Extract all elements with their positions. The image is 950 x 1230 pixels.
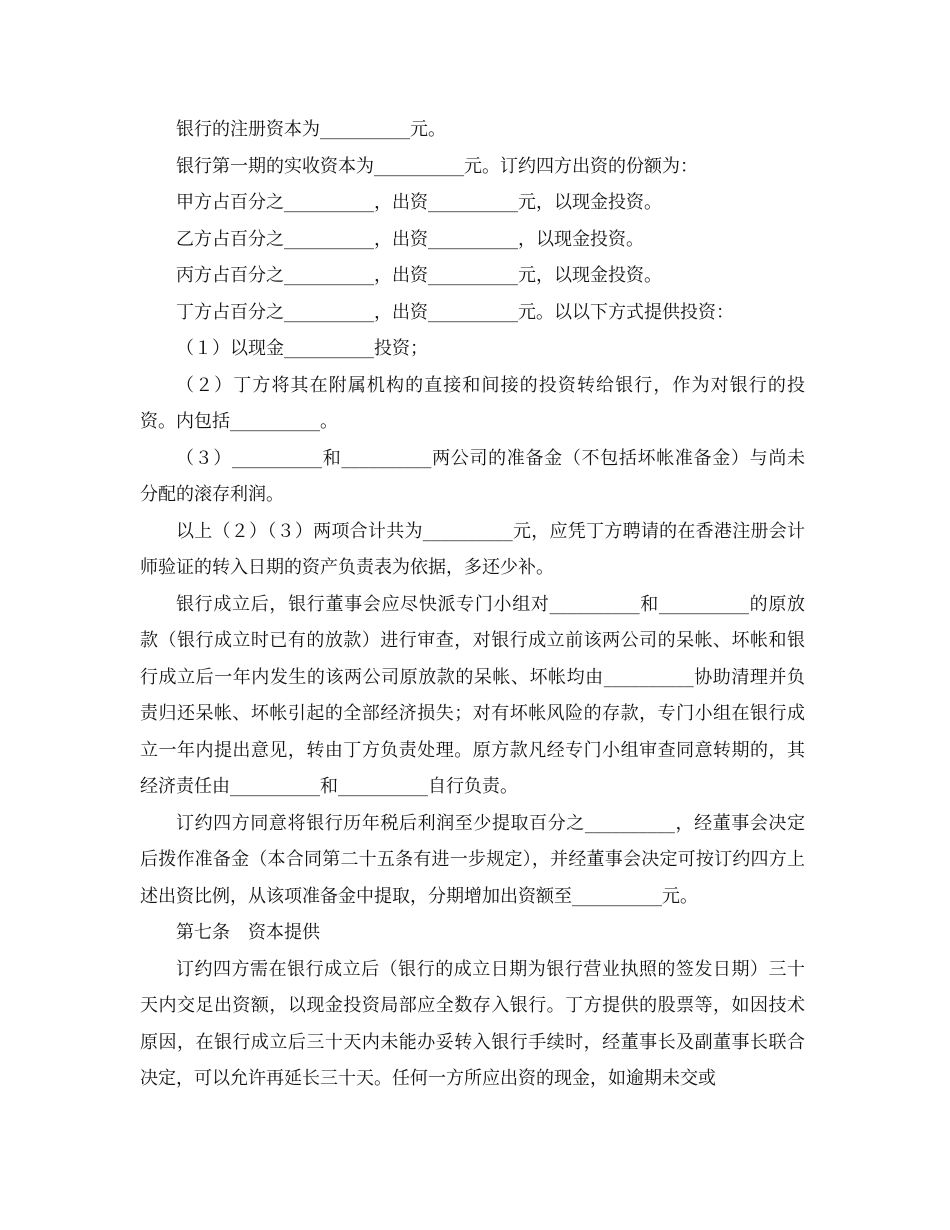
paragraph-party-b-share: 乙方占百分之__________，出资__________，以现金投资。 — [176, 228, 644, 250]
paragraph-registered-capital: 银行的注册资本为__________元。 — [176, 119, 446, 140]
document-body — [140, 112, 805, 1098]
paragraph-item-3-reserves: （３）__________和__________两公司的准备金（不包括坏帐准备金）与尚未分配的滚存利润。 — [140, 447, 805, 505]
paragraph-profit-reserve: 订约四方同意将银行历年税后利润至少提取百分之__________，经董事会决定后拨作准备金（本合同第二十五条有进一步规定），并经董事会决定可按订约四方上述出资比例，从该项准备金中提取，分期增加出资额至__________元。 — [140, 812, 805, 907]
paragraph-item-1-cash: （１）以现金__________投资； — [176, 338, 428, 359]
article-7-heading: 第七条 资本提供 — [176, 922, 320, 943]
paragraph-paid-in-capital: 银行第一期的实收资本为__________元。订约四方出资的份额为： — [176, 155, 698, 177]
paragraph-loan-review: 银行成立后，银行董事会应尽快派专门小组对__________和__________的原放款（银行成立时已有的放款）进行审查，对银行成立前该两公司的呆帐、坏帐和银行成立后一年内发生的该两公司原放款的呆帐、坏帐均由__________协助清理并负责归还呆帐、坏帐引起的全部经济损失；对有坏帐风险的存款，专门小组在银行成立一年内提出意见，转由丁方负责处理。原方款凡经专门小组审查同意转期的，其经济责任由__________和__________自行负责。 — [140, 593, 805, 797]
paragraph-capital-contribution-deadline: 订约四方需在银行成立后（银行的成立日期为银行营业执照的签发日期）三十天内交足出资额，以现金投资局部应全数存入银行。丁方提供的股票等，如因技术原因，在银行成立后三十天内未能办妥转入银行手续时，经董事长及副董事长联合决定，可以允许再延长三十天。任何一方所应出资的现金，如逾期未交或 — [140, 958, 805, 1089]
paragraph-party-d-share: 丁方占百分之__________，出资__________元。以以下方式提供投资： — [176, 301, 734, 323]
paragraph-total-items-2-3: 以上（２）（３）两项合计共为__________元，应凭丁方聘请的在香港注册会计师验证的转入日期的资产负责表为依据，多还少补。 — [140, 520, 805, 578]
paragraph-party-c-share: 丙方占百分之__________，出资__________元，以现金投资。 — [176, 265, 662, 286]
paragraph-item-2-investment-transfer: （２）丁方将其在附属机构的直接和间接的投资转给银行，作为对银行的投资。内包括__________。 — [140, 374, 805, 432]
paragraph-party-a-share: 甲方占百分之__________，出资__________元，以现金投资。 — [176, 192, 662, 213]
